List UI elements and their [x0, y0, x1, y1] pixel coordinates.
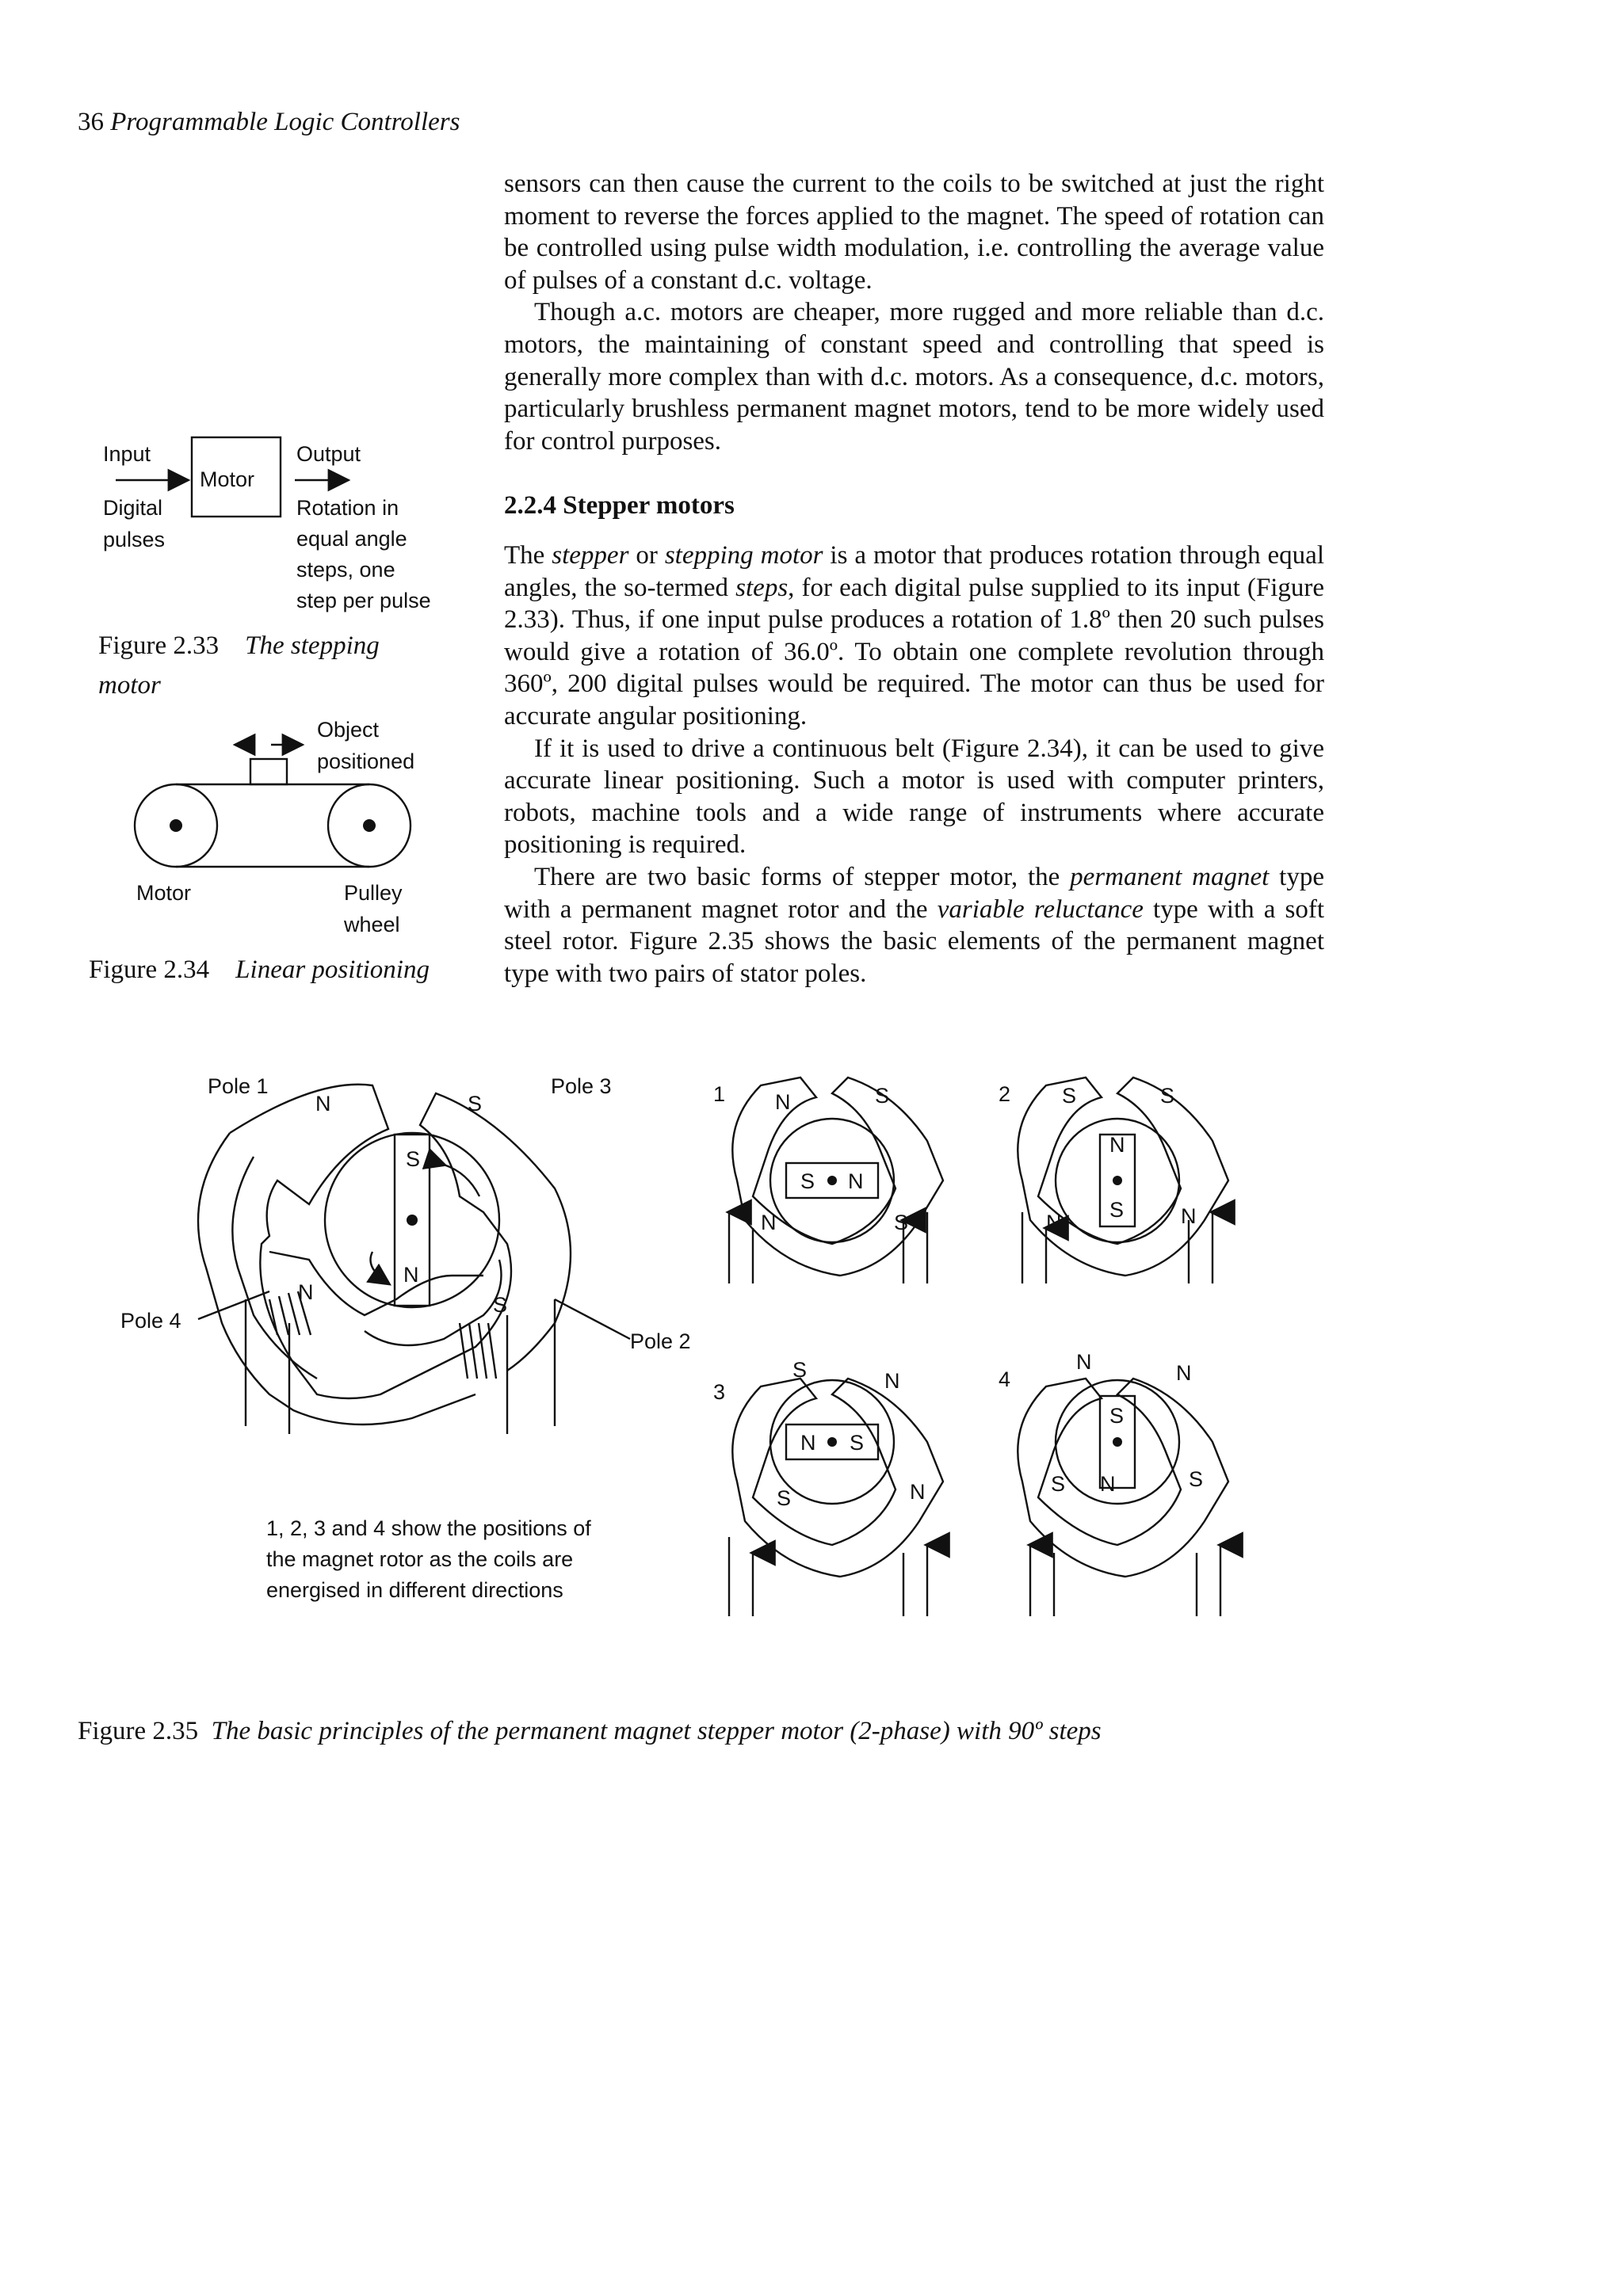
- step-3-view: [713, 1358, 943, 1616]
- body-text-bottom: [504, 540, 1324, 990]
- step-3-rotor-s: S: [850, 1431, 865, 1455]
- step-3-rotor-n: N: [800, 1431, 816, 1455]
- step-3-s-top: S: [792, 1358, 808, 1382]
- step-2-stator: [1018, 1077, 1228, 1276]
- step-2-s-top-left: S: [1062, 1084, 1077, 1108]
- rotation-arrow-top: [444, 1165, 479, 1196]
- body-text-top: [504, 168, 1324, 457]
- step-4-n-top-left: N: [1076, 1350, 1092, 1374]
- pole-2-pointer: [555, 1299, 630, 1339]
- pole-2-label: Pole 2: [630, 1329, 691, 1353]
- fig234-pulley-line2: wheel: [344, 913, 400, 936]
- step-2-n-bottom-left: N: [1046, 1211, 1062, 1234]
- note-line-2: the magnet rotor as the coils are: [266, 1547, 574, 1571]
- figure-2-33-diagram: [95, 428, 507, 618]
- caption-233-text1: The stepping: [245, 631, 380, 660]
- paragraph-1: sensors can then cause the current to the coils to be switched at just the right moment to reverse the forces applied to the magnet. The speed of rotation can be controlled using pulse width modulation, i.e. controlling the average value of pulses of a constant d.c. voltage.: [504, 170, 1324, 295]
- pole-1-label: Pole 1: [208, 1074, 269, 1098]
- motor-axle: [170, 819, 182, 832]
- step-1-n-bottom: N: [761, 1211, 777, 1234]
- step-3-n-bottom: N: [910, 1480, 926, 1504]
- fig233-motor-label: Motor: [200, 467, 255, 491]
- pole-4-n: N: [298, 1280, 314, 1304]
- figure-2-35-note: [266, 1513, 694, 1606]
- rotor-s: S: [406, 1147, 421, 1171]
- step-2-axle: [1113, 1176, 1122, 1185]
- note-line-1: 1, 2, 3 and 4 show the positions of: [266, 1516, 591, 1540]
- fig233-rotation-line3: steps, one: [296, 558, 395, 582]
- step-2-label: 2: [999, 1082, 1011, 1106]
- book-title: Programmable Logic Controllers: [110, 108, 460, 136]
- coil-right: [460, 1323, 496, 1379]
- fig233-digital-label: Digital: [103, 496, 163, 520]
- section-title: 2.2.4 Stepper motors: [504, 491, 735, 520]
- figure-2-34-diagram: [95, 705, 539, 943]
- step-1-view: [713, 1077, 943, 1283]
- step-2-rotor-s: S: [1109, 1198, 1125, 1222]
- step-2-view: [999, 1077, 1228, 1283]
- step-3-stator: [732, 1379, 943, 1577]
- step-3-s-bottom: S: [777, 1486, 792, 1510]
- pole-1-n: N: [315, 1092, 331, 1116]
- rotor-axle: [407, 1215, 418, 1226]
- pulley-axle: [363, 819, 376, 832]
- running-header: [78, 108, 460, 137]
- figure-2-34-caption: [89, 950, 501, 990]
- step-4-rotor-s: S: [1109, 1404, 1125, 1428]
- paragraph-4: If it is used to drive a continuous belt (Figure 2.34), it can be used to give accurate linear positioning. Such a motor is used with computer printers, robots, machine tools and a wide range of instruments where accurate positioning is required.: [504, 734, 1324, 860]
- caption-233-number: Figure 2.33: [98, 631, 220, 660]
- fig233-output-label: Output: [296, 442, 361, 466]
- fig234-object-line1: Object: [317, 718, 380, 742]
- step-1-rotor-s: S: [800, 1169, 815, 1193]
- caption-235-number: Figure 2.35: [78, 1717, 199, 1745]
- pole-3-s: S: [468, 1092, 483, 1116]
- step-1-s-top: S: [875, 1084, 890, 1108]
- rotation-arrow-bottom: [371, 1252, 389, 1283]
- step-1-rotor-n: N: [848, 1169, 864, 1193]
- step-2-n-bottom-right: N: [1181, 1204, 1197, 1228]
- step-3-axle: [827, 1437, 837, 1447]
- step-1-s-bottom: S: [894, 1211, 909, 1234]
- fig234-pulley-line1: Pulley: [344, 881, 403, 905]
- caption-235-text: The basic principles of the permanent magnet stepper motor (2-phase) with 90º steps: [211, 1717, 1102, 1745]
- step-4-s-bottom-left: S: [1051, 1472, 1066, 1496]
- step-2-s-top-right: S: [1160, 1084, 1175, 1108]
- fig233-rotation-line2: equal angle: [296, 527, 407, 551]
- step-2-rotor-n: N: [1109, 1133, 1125, 1157]
- paragraph-3: The stepper or stepping motor is a motor that produces rotation through equal angles, the so-termed steps, for each digital pulse supplied to its input (Figure 2.33). Thus, if one input pulse produces a rotation of 1.8º then 20 such pulses would give a rotation of 36.0º. To obtain one complete revolution through 360º, 200 digital pulses would be required. The motor can thus be used for accurate angular positioning.: [504, 541, 1324, 730]
- step-4-n-top-right: N: [1176, 1361, 1192, 1385]
- page-number: 36: [78, 108, 104, 136]
- paragraph-2: Though a.c. motors are cheaper, more rugged and more reliable than d.c. motors, the maintaining of constant speed and controlling that speed is generally more complex than with d.c. motors. As a consequence, d.c. motors, particularly brushless permanent magnet motors, tend to be more widely used for control purposes.: [504, 298, 1324, 456]
- caption-233-text2: motor: [98, 671, 161, 700]
- pole-4-pointer: [198, 1291, 269, 1319]
- figure-2-33-caption: [98, 626, 463, 705]
- pole-2-s: S: [493, 1293, 508, 1317]
- step-1-axle: [827, 1176, 837, 1185]
- step-4-s-bottom-right: S: [1189, 1467, 1204, 1491]
- fig234-object-line2: positioned: [317, 749, 415, 773]
- step-4-axle: [1113, 1437, 1122, 1447]
- paragraph-5: There are two basic forms of stepper motor, the permanent magnet type with a permanent magnet rotor and the variable reluctance type with a soft steel rotor. Figure 2.35 shows the basic elements of the permanent magnet type with two pairs of stator poles.: [504, 862, 1325, 988]
- fig233-rotation-line1: Rotation in: [296, 496, 399, 520]
- fig233-input-label: Input: [103, 442, 151, 466]
- caption-234-number: Figure 2.34: [89, 955, 210, 984]
- fig234-motor-label: Motor: [136, 881, 192, 905]
- step-4-rotor-n: N: [1100, 1472, 1116, 1496]
- pole-3-label: Pole 3: [551, 1074, 612, 1098]
- step-4-label: 4: [999, 1367, 1011, 1391]
- fig233-rotation-line4: step per pulse: [296, 589, 431, 612]
- step-1-stator: [732, 1077, 943, 1276]
- fig233-pulses-label: pulses: [103, 528, 166, 551]
- pole-4-label: Pole 4: [120, 1309, 181, 1333]
- figure-2-35-caption: [78, 1711, 1346, 1751]
- step-3-label: 3: [713, 1380, 726, 1404]
- positioned-object: [250, 759, 287, 784]
- note-line-3: energised in different directions: [266, 1578, 563, 1602]
- step-1-n-top: N: [775, 1090, 791, 1114]
- step-1-label: 1: [713, 1082, 726, 1106]
- step-3-n-top: N: [884, 1369, 900, 1393]
- rotor-n: N: [403, 1263, 419, 1287]
- step-4-view: [999, 1350, 1228, 1616]
- caption-234-text: Linear positioning: [235, 955, 430, 984]
- figure-2-35-step-views: [697, 1062, 1276, 1632]
